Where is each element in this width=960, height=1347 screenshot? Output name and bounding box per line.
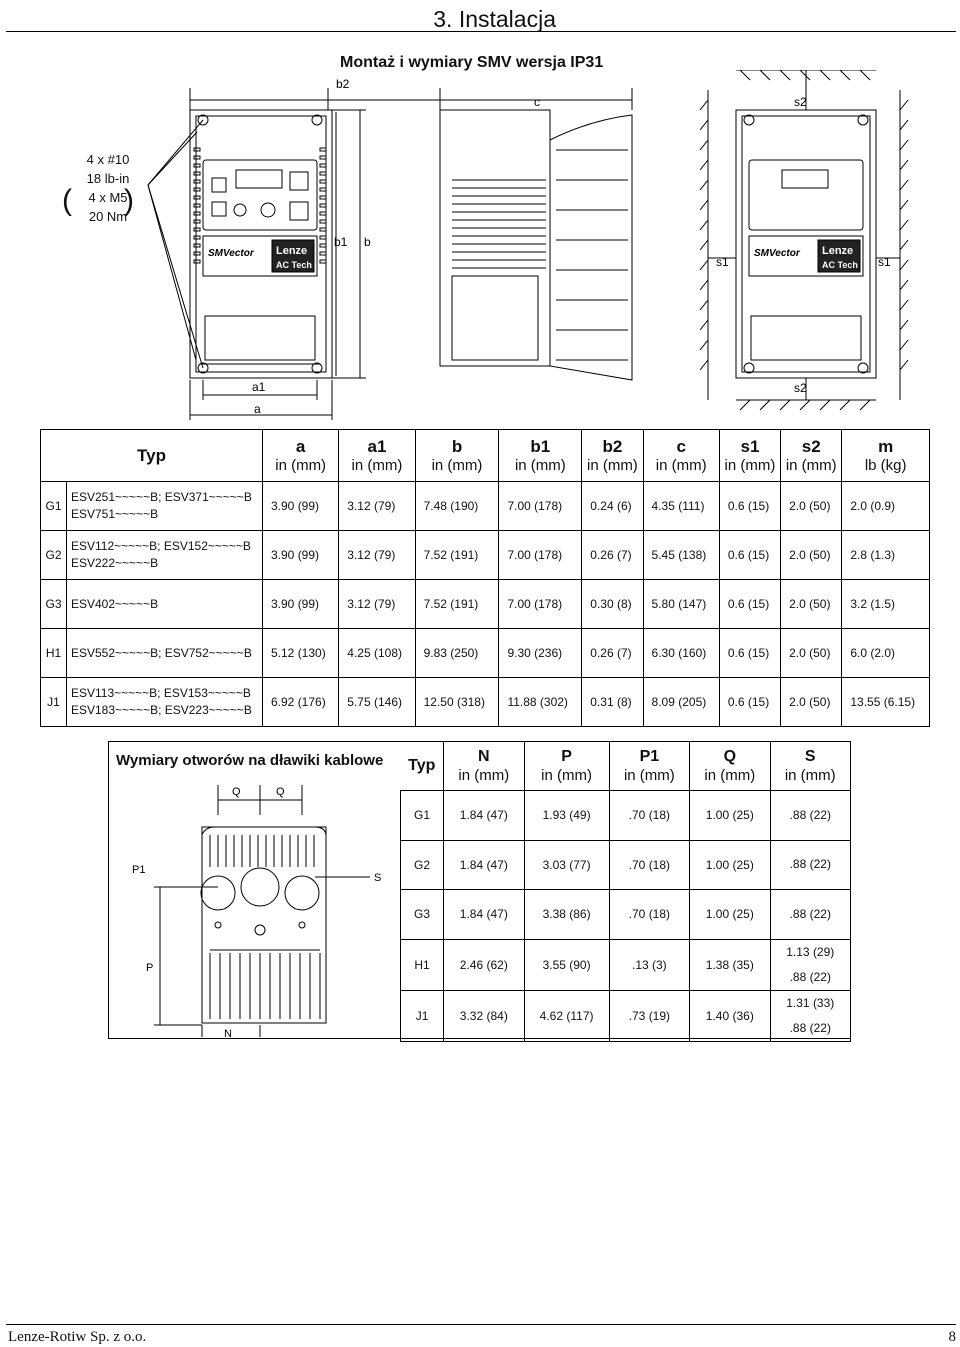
gland-row-g1: [401, 791, 851, 841]
dims-cell-value: 0.31 (8): [582, 678, 643, 727]
screw-note-line2: 18 lb-in: [86, 171, 130, 186]
dims-cell-value: 2.0 (50): [781, 678, 842, 727]
gland-table: [400, 741, 851, 1042]
gland-cell-value: 1.00 (25): [690, 890, 770, 940]
dims-cell-value: 5.12 (130): [263, 629, 339, 678]
gland-s-line-1: 1.13 (29): [786, 944, 835, 959]
label-s1-right: s1: [878, 255, 891, 269]
gland-header-col: [444, 742, 524, 791]
page-title: 3. Instalacja: [433, 6, 556, 32]
gland-cell-value: 1.00 (25): [690, 840, 770, 890]
dims-cell-value: 7.48 (190): [415, 482, 499, 531]
dims-cell-value: 0.6 (15): [719, 580, 780, 629]
dims-header-col: [263, 430, 339, 482]
gland-cell-value: 1.40 (36): [690, 990, 770, 1041]
dims-cell-value: 0.6 (15): [719, 482, 780, 531]
dims-cell-group: G1: [41, 482, 67, 531]
gland-header-col: [770, 742, 850, 791]
label-b: b: [364, 235, 371, 249]
dims-cell-value: 3.2 (1.5): [842, 580, 930, 629]
gland-s-line-1: .88 (22): [789, 906, 831, 921]
dims-cell-value: 7.00 (178): [499, 482, 582, 531]
cooling-fins-right: [320, 148, 326, 263]
gland-cell-value: .73 (19): [609, 990, 689, 1041]
section-subtitle: Montaż i wymiary SMV wersja IP31: [340, 54, 604, 71]
gland-cell-value: 3.03 (77): [524, 840, 609, 890]
gland-cell-typ: J1: [401, 990, 444, 1041]
model-line-1: ESV402~~~~~B: [71, 596, 159, 611]
gland-cell-value: 3.55 (90): [524, 939, 609, 990]
dims-header-col: [415, 430, 499, 482]
dims-header-col: [842, 430, 930, 482]
dims-header-col: [582, 430, 643, 482]
model-line-1: ESV251~~~~~B; ESV371~~~~~B: [71, 490, 252, 504]
screw-note-line1: 4 x #10: [86, 152, 130, 167]
dims-header-sym: b1: [530, 436, 551, 456]
dims-cell-value: 3.12 (79): [339, 531, 415, 580]
dims-header-unit: in (mm): [351, 456, 403, 474]
gland-cell-typ: G3: [401, 890, 444, 940]
label-p1: P1: [132, 864, 146, 876]
gland-hole-left: [201, 876, 235, 910]
gland-cell-value: 3.38 (86): [524, 890, 609, 940]
label-s2-bottom: s2: [794, 381, 807, 395]
dims-cell-value: 7.52 (191): [415, 531, 499, 580]
dims-cell-value: 3.12 (79): [339, 482, 415, 531]
gland-cell-value: 2.46 (62): [444, 939, 524, 990]
label-a: a: [254, 402, 261, 416]
dims-header-unit: in (mm): [724, 456, 776, 474]
gland-header-unit: in (mm): [704, 767, 756, 784]
screw-note-line4: 20 Nm: [88, 209, 128, 224]
dims-cell-models: [67, 629, 263, 678]
dims-cell-value: 0.26 (7): [582, 629, 643, 678]
dims-cell-models: [67, 580, 263, 629]
gland-fins: [210, 835, 314, 867]
dims-header-unit: in (mm): [275, 456, 327, 474]
mounting-drawing: [0, 70, 960, 420]
dims-cell-value: 7.00 (178): [499, 580, 582, 629]
gland-lower-fins: [210, 953, 320, 1019]
gland-cell-value: 4.62 (117): [524, 990, 609, 1041]
dims-header-sym: a1: [367, 436, 387, 456]
dims-header-unit: in (mm): [431, 456, 483, 474]
dims-cell-group: G2: [41, 531, 67, 580]
gland-header-row: [401, 742, 851, 791]
product-text-right: SMVector: [754, 248, 800, 259]
dims-cell-value: 0.26 (7): [582, 531, 643, 580]
model-line-1: ESV552~~~~~B; ESV752~~~~~B: [71, 645, 252, 660]
gland-cell-value: 1.00 (25): [690, 791, 770, 841]
label-b2: b2: [336, 77, 350, 91]
gland-drawing: [110, 775, 400, 1037]
dims-row-g3: [41, 580, 930, 629]
dims-header-col: [643, 430, 719, 482]
page-header: [6, 4, 956, 32]
display-window: [236, 170, 282, 188]
label-p: P: [146, 962, 154, 974]
dims-cell-value: 9.83 (250): [415, 629, 499, 678]
gland-header-unit: in (mm): [623, 767, 675, 784]
footer-company: Lenze-Rotiw Sp. z o.o.: [8, 1329, 147, 1345]
wall-hatching-right: [900, 100, 908, 370]
dims-cell-value: 4.35 (111): [643, 482, 719, 531]
dims-header-col: [719, 430, 780, 482]
gland-cell-value: 1.84 (47): [444, 791, 524, 841]
dims-cell-value: 0.24 (6): [582, 482, 643, 531]
gland-header-unit: in (mm): [458, 767, 510, 784]
dims-row-j1: [41, 678, 930, 727]
gland-s-line-2: .88 (22): [789, 969, 831, 984]
cooling-fins-left: [194, 148, 200, 263]
dims-cell-value: 2.8 (1.3): [842, 531, 930, 580]
gland-cell-value: .70 (18): [609, 890, 689, 940]
paren-left-icon: (: [62, 184, 72, 217]
dims-cell-value: 0.6 (15): [719, 629, 780, 678]
gland-header-typ: Typ: [401, 742, 444, 791]
gland-header-col: [690, 742, 770, 791]
dims-header-unit: in (mm): [785, 456, 837, 474]
gland-header-sym: P: [561, 748, 572, 765]
gland-cell-value: 3.32 (84): [444, 990, 524, 1041]
dims-cell-value: 4.25 (108): [339, 629, 415, 678]
dims-cell-value: 3.90 (99): [263, 482, 339, 531]
dims-cell-value: 11.88 (302): [499, 678, 582, 727]
gland-cell-value: .70 (18): [609, 840, 689, 890]
dims-cell-value: 3.90 (99): [263, 531, 339, 580]
brand-text-right: Lenze: [822, 245, 854, 257]
gland-cell-value: 1.38 (35): [690, 939, 770, 990]
gland-row-g2: [401, 840, 851, 890]
dims-header-col: [499, 430, 582, 482]
label-q1: Q: [232, 786, 241, 798]
dims-row-g1: [41, 482, 930, 531]
dims-cell-models: [67, 531, 263, 580]
gland-header-unit: in (mm): [784, 767, 836, 784]
dims-cell-value: 5.75 (146): [339, 678, 415, 727]
gland-cell-typ: G1: [401, 791, 444, 841]
gland-cell-value: 1.93 (49): [524, 791, 609, 841]
dims-cell-value: 8.09 (205): [643, 678, 719, 727]
model-line-2: ESV222~~~~~B: [71, 556, 159, 570]
dims-cell-value: 7.52 (191): [415, 580, 499, 629]
dims-cell-group: H1: [41, 629, 67, 678]
wall-hatching-left: [700, 100, 708, 370]
wall-hatching-bottom: [740, 400, 870, 410]
label-c: c: [534, 95, 540, 109]
dims-cell-value: 7.00 (178): [499, 531, 582, 580]
label-s1-left: s1: [716, 255, 729, 269]
side-vents: [452, 180, 546, 268]
gland-cell-value: 1.84 (47): [444, 840, 524, 890]
dims-cell-value: 3.90 (99): [263, 580, 339, 629]
dims-cell-value: 12.50 (318): [415, 678, 499, 727]
gland-row-g3: [401, 890, 851, 940]
product-text: SMVector: [208, 248, 254, 259]
dims-cell-value: 0.6 (15): [719, 678, 780, 727]
dims-cell-value: 3.12 (79): [339, 580, 415, 629]
dims-cell-value: 6.30 (160): [643, 629, 719, 678]
dims-header-typ: Typ: [41, 430, 263, 482]
model-line-1: ESV112~~~~~B; ESV152~~~~~B: [71, 539, 251, 553]
dims-cell-value: 2.0 (50): [781, 482, 842, 531]
label-b1: b1: [334, 235, 348, 249]
gland-cell-s: [770, 990, 850, 1041]
dims-header-sym: b2: [602, 436, 623, 456]
dims-cell-value: 6.0 (2.0): [842, 629, 930, 678]
label-s: S: [374, 872, 382, 884]
side-view-outline: [440, 110, 550, 366]
dims-cell-value: 13.55 (6.15): [842, 678, 930, 727]
gland-hole-right: [285, 876, 319, 910]
gland-cell-s: [770, 840, 850, 890]
dims-cell-value: 2.0 (50): [781, 531, 842, 580]
gland-header-unit: in (mm): [541, 767, 592, 784]
label-a1: a1: [252, 380, 266, 394]
brand-text: Lenze: [276, 245, 308, 257]
dims-cell-value: 5.80 (147): [643, 580, 719, 629]
gland-hole-center: [241, 868, 279, 906]
dims-cell-value: 9.30 (236): [499, 629, 582, 678]
gland-cell-value: .70 (18): [609, 791, 689, 841]
dims-header-unit: in (mm): [514, 456, 566, 474]
wall-hatching-top: [740, 70, 870, 80]
dims-header-sym: s2: [801, 436, 821, 456]
gland-row-h1: [401, 939, 851, 990]
dims-row-h1: [41, 629, 930, 678]
dims-row-g2: [41, 531, 930, 580]
dims-cell-models: [67, 678, 263, 727]
dims-header-unit: in (mm): [586, 456, 638, 474]
dims-cell-value: 6.92 (176): [263, 678, 339, 727]
model-line-2: ESV183~~~~~B; ESV223~~~~~B: [71, 703, 252, 717]
gland-cell-s: [770, 791, 850, 841]
gland-header-sym: P1: [639, 748, 660, 765]
gland-s-line-1: .88 (22): [789, 857, 831, 872]
gland-cell-value: .13 (3): [609, 939, 689, 990]
label-n: N: [224, 1028, 232, 1037]
gland-cell-s: [770, 939, 850, 990]
gland-header-sym: S: [804, 748, 816, 765]
gland-section-title: Wymiary otworów na dławiki kablowe: [116, 752, 384, 769]
paren-right-icon: ): [124, 184, 134, 217]
dimensions-table: [40, 429, 930, 727]
gland-cell-s: [770, 890, 850, 940]
dims-header-sym: m: [878, 436, 894, 456]
dims-header-unit: lb (kg): [864, 456, 907, 474]
dims-header-sym: c: [676, 436, 686, 456]
dims-cell-value: 2.0 (50): [781, 580, 842, 629]
page-footer: [6, 1324, 956, 1345]
brand-text-2: AC Tech: [276, 260, 312, 270]
dims-header-col: [781, 430, 842, 482]
gland-header-sym: Q: [723, 748, 737, 765]
model-line-1: ESV113~~~~~B; ESV153~~~~~B: [71, 686, 251, 700]
gland-header-col: [524, 742, 609, 791]
label-q2: Q: [276, 786, 285, 798]
gland-cell-value: 1.84 (47): [444, 890, 524, 940]
dims-cell-group: G3: [41, 580, 67, 629]
dims-header-col: [339, 430, 415, 482]
gland-header-col: [609, 742, 689, 791]
dims-cell-group: J1: [41, 678, 67, 727]
dims-cell-value: 2.0 (0.9): [842, 482, 930, 531]
footer-page-number: 8: [948, 1329, 956, 1345]
dims-cell-value: 5.45 (138): [643, 531, 719, 580]
dims-header-unit: in (mm): [655, 456, 707, 474]
dims-cell-models: [67, 482, 263, 531]
gland-header-sym: N: [478, 748, 490, 765]
screw-note-line3: 4 x M5: [88, 190, 128, 205]
dims-header-row: [41, 430, 930, 482]
gland-cell-typ: H1: [401, 939, 444, 990]
gland-row-j1: [401, 990, 851, 1041]
model-line-2: ESV751~~~~~B: [71, 507, 159, 521]
gland-s-line-1: .88 (22): [789, 807, 831, 822]
dims-cell-value: 2.0 (50): [781, 629, 842, 678]
dims-cell-value: 0.6 (15): [719, 531, 780, 580]
brand-text-right-2: AC Tech: [822, 260, 858, 270]
gland-s-line-2: .88 (22): [789, 1020, 831, 1035]
dims-header-sym: a: [295, 436, 306, 456]
gland-s-line-1: 1.31 (33): [786, 995, 835, 1010]
dims-cell-value: 0.30 (8): [582, 580, 643, 629]
dims-header-sym: b: [451, 436, 463, 456]
dims-header-sym: s1: [740, 436, 760, 456]
gland-cell-typ: G2: [401, 840, 444, 890]
label-s2-top: s2: [794, 95, 807, 109]
